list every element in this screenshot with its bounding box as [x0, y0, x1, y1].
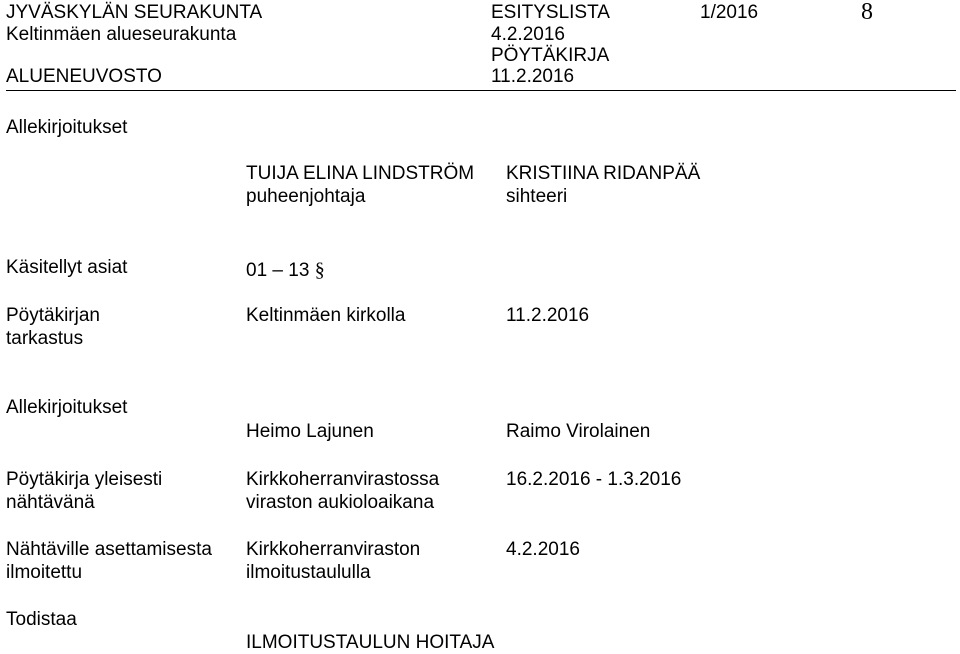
- public-display-place-line2: viraston aukioloaikana: [246, 492, 435, 513]
- secretary-role: sihteeri: [506, 186, 568, 207]
- agenda-date: 4.2.2016: [491, 24, 565, 45]
- notice-label-line2: ilmoitettu: [6, 562, 83, 583]
- review-date: 11.2.2016: [506, 305, 590, 326]
- page-number: 8: [861, 0, 873, 25]
- notice-date: 4.2.2016: [506, 539, 580, 560]
- notice-place-line1: Kirkkoherranviraston: [246, 539, 421, 560]
- public-display-label-line1: Pöytäkirja yleisesti: [6, 469, 163, 490]
- notice-place-line2: ilmoitustaululla: [246, 562, 371, 583]
- organization-name: JYVÄSKYLÄN SEURAKUNTA: [6, 2, 263, 23]
- minutes-label: PÖYTÄKIRJA: [491, 45, 610, 66]
- notice-label-line1: Nähtäville asettamisesta: [6, 539, 212, 560]
- document-type: ESITYSLISTA: [491, 2, 610, 23]
- minutes-date: 11.2.2016: [491, 66, 575, 87]
- review-label-line1: Pöytäkirjan: [6, 305, 100, 326]
- header-divider: [6, 90, 956, 91]
- parish-name: Keltinmäen alueseurakunta: [6, 24, 237, 45]
- chair-name: TUIJA ELINA LINDSTRÖM: [246, 163, 475, 184]
- reviewer-2-name: Raimo Virolainen: [506, 421, 651, 442]
- review-label-line2: tarkastus: [6, 328, 84, 349]
- reviewer-signatures-label: Allekirjoitukset: [6, 397, 128, 418]
- council-name: ALUENEUVOSTO: [6, 66, 162, 87]
- chair-role: puheenjohtaja: [246, 186, 366, 207]
- signatures-label: Allekirjoitukset: [6, 117, 128, 138]
- public-display-label-line2: nähtävänä: [6, 492, 95, 513]
- secretary-name: KRISTIINA RIDANPÄÄ: [506, 163, 701, 184]
- section-sign: §: [314, 259, 325, 281]
- issue-number: 1/2016: [700, 2, 759, 23]
- certify-signer: ILMOITUSTAULUN HOITAJA: [246, 632, 495, 653]
- public-display-place-line1: Kirkkoherranvirastossa: [246, 469, 440, 490]
- handled-items-range: 01 – 13 §: [246, 259, 325, 281]
- reviewer-1-name: Heimo Lajunen: [246, 421, 374, 442]
- public-display-period: 16.2.2016 - 1.3.2016: [506, 469, 682, 490]
- review-place: Keltinmäen kirkolla: [246, 305, 406, 326]
- handled-items-label: Käsitellyt asiat: [6, 257, 128, 278]
- certify-label: Todistaa: [6, 609, 77, 630]
